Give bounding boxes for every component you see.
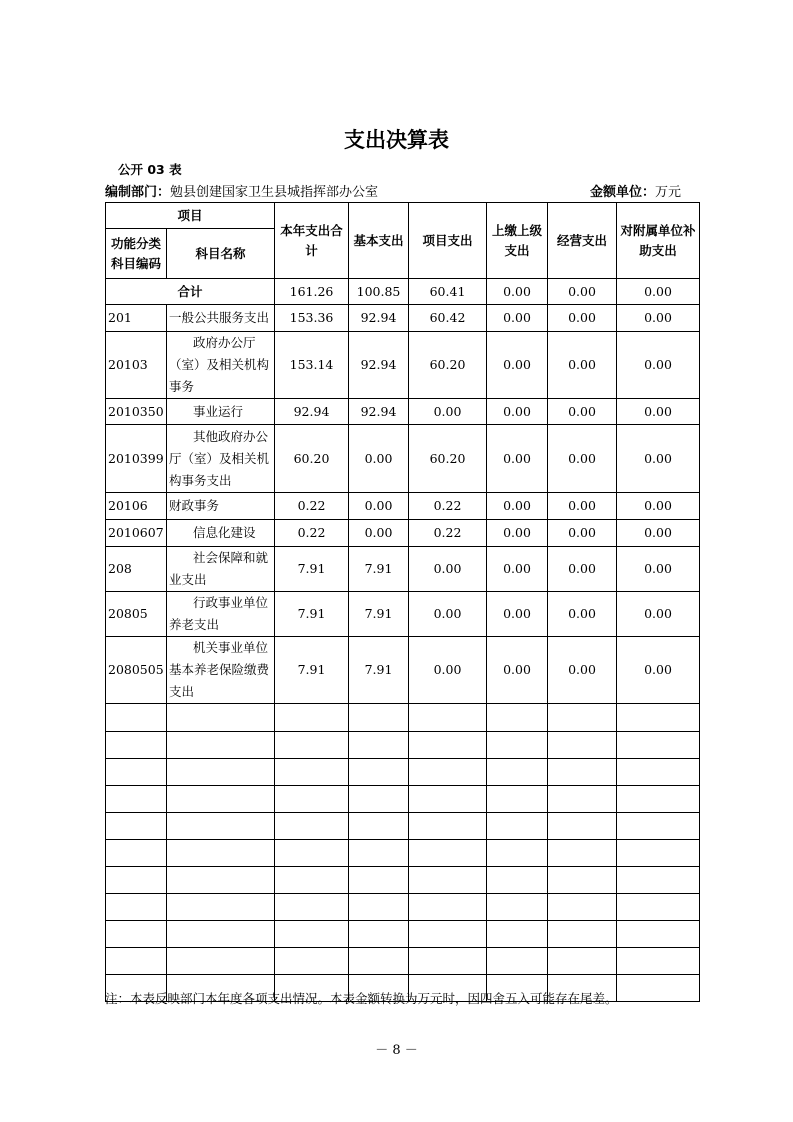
empty-cell [275, 921, 349, 948]
department [105, 181, 378, 200]
department-label: 编制部门： [105, 185, 171, 200]
row-business-cell: 0.00 [548, 493, 617, 520]
empty-cell [487, 921, 548, 948]
row-subsidy-cell: 0.00 [617, 592, 700, 637]
page-number: － 8 － [375, 1043, 418, 1058]
empty-cell [167, 921, 275, 948]
row-project-cell: 0.22 [409, 520, 487, 547]
empty-cell [106, 786, 167, 813]
row-basic-cell: 0.00 [349, 493, 409, 520]
header-item: 项目 [106, 203, 275, 229]
empty-row [106, 813, 700, 840]
total-total-cell: 161.26 [275, 279, 349, 305]
row-remit-cell: 0.00 [487, 332, 548, 399]
empty-cell [167, 948, 275, 975]
empty-row [106, 894, 700, 921]
row-name-cell: 社会保障和就业支出 [167, 547, 275, 592]
footnote: 注：本表反映部门本年度各项支出情况。本表金额转换为万元时，因四舍五入可能存在尾差。 [105, 991, 618, 1006]
row-remit-cell: 0.00 [487, 592, 548, 637]
empty-cell [487, 732, 548, 759]
row-subsidy-cell: 0.00 [617, 493, 700, 520]
empty-cell [409, 867, 487, 894]
empty-cell [106, 732, 167, 759]
header-remit: 上缴上级支出 [487, 203, 548, 279]
empty-cell [617, 921, 700, 948]
table-row [106, 425, 700, 493]
row-project-cell: 60.20 [409, 332, 487, 399]
row-basic-cell: 92.94 [349, 305, 409, 332]
row-remit-cell: 0.00 [487, 399, 548, 425]
form-number: 公开 03 表 [118, 162, 182, 177]
empty-cell [349, 759, 409, 786]
table-row [106, 493, 700, 520]
empty-cell [167, 840, 275, 867]
row-project-cell: 0.00 [409, 637, 487, 704]
empty-cell [349, 786, 409, 813]
row-name-cell: 事业运行 [167, 399, 275, 425]
header-name: 科目名称 [167, 229, 275, 279]
empty-cell [167, 813, 275, 840]
row-total-cell: 153.14 [275, 332, 349, 399]
row-code-cell: 20106 [106, 493, 167, 520]
header-basic: 基本支出 [349, 203, 409, 279]
empty-cell [617, 975, 700, 1002]
row-code-cell: 20805 [106, 592, 167, 637]
row-business-cell: 0.00 [548, 547, 617, 592]
row-name-cell: 一般公共服务支出 [167, 305, 275, 332]
empty-cell [275, 894, 349, 921]
empty-cell [548, 894, 617, 921]
row-project-cell: 0.22 [409, 493, 487, 520]
row-basic-cell: 7.91 [349, 547, 409, 592]
empty-cell [167, 894, 275, 921]
empty-cell [487, 840, 548, 867]
empty-cell [349, 840, 409, 867]
total-project-cell: 60.41 [409, 279, 487, 305]
row-basic-cell: 7.91 [349, 637, 409, 704]
empty-cell [548, 732, 617, 759]
empty-cell [409, 921, 487, 948]
empty-cell [349, 948, 409, 975]
row-name-cell: 其他政府办公厅（室）及相关机构事务支出 [167, 425, 275, 493]
empty-cell [167, 867, 275, 894]
amount-unit [590, 181, 681, 200]
empty-cell [548, 786, 617, 813]
empty-cell [617, 786, 700, 813]
row-subsidy-cell: 0.00 [617, 305, 700, 332]
row-total-cell: 0.22 [275, 493, 349, 520]
empty-cell [106, 840, 167, 867]
row-basic-cell: 92.94 [349, 332, 409, 399]
row-total-cell: 60.20 [275, 425, 349, 493]
row-remit-cell: 0.00 [487, 547, 548, 592]
empty-cell [617, 840, 700, 867]
row-business-cell: 0.00 [548, 332, 617, 399]
meta-line [105, 179, 699, 201]
row-code-cell: 201 [106, 305, 167, 332]
row-subsidy-cell: 0.00 [617, 547, 700, 592]
row-business-cell: 0.00 [548, 305, 617, 332]
row-code-cell: 2080505 [106, 637, 167, 704]
total-basic-cell: 100.85 [349, 279, 409, 305]
header-project: 项目支出 [409, 203, 487, 279]
row-code-cell: 2010399 [106, 425, 167, 493]
empty-cell [275, 732, 349, 759]
empty-row [106, 786, 700, 813]
empty-row [106, 867, 700, 894]
empty-row [106, 704, 700, 732]
header-code: 功能分类科目编码 [106, 229, 167, 279]
empty-cell [409, 894, 487, 921]
row-remit-cell: 0.00 [487, 637, 548, 704]
empty-cell [409, 759, 487, 786]
empty-cell [548, 948, 617, 975]
empty-row [106, 732, 700, 759]
empty-cell [275, 840, 349, 867]
empty-cell [487, 813, 548, 840]
row-basic-cell: 0.00 [349, 520, 409, 547]
empty-cell [548, 921, 617, 948]
total-subsidy-cell: 0.00 [617, 279, 700, 305]
empty-cell [548, 867, 617, 894]
empty-cell [349, 813, 409, 840]
empty-cell [106, 813, 167, 840]
department-name: 勉县创建国家卫生县城指挥部办公室 [170, 185, 379, 200]
empty-cell [409, 786, 487, 813]
row-code-cell: 20103 [106, 332, 167, 399]
amount-unit-value: 万元 [654, 185, 681, 200]
row-code-cell: 2010350 [106, 399, 167, 425]
page-title: 支出决算表 [344, 128, 449, 152]
row-project-cell: 60.42 [409, 305, 487, 332]
empty-cell [617, 704, 700, 732]
total-business-cell: 0.00 [548, 279, 617, 305]
empty-cell [409, 704, 487, 732]
empty-cell [487, 704, 548, 732]
total-row [106, 279, 700, 305]
empty-cell [548, 759, 617, 786]
table-row [106, 637, 700, 704]
table-row [106, 592, 700, 637]
empty-cell [106, 921, 167, 948]
empty-cell [548, 813, 617, 840]
empty-cell [167, 732, 275, 759]
empty-cell [487, 759, 548, 786]
row-name-cell: 财政事务 [167, 493, 275, 520]
row-subsidy-cell: 0.00 [617, 399, 700, 425]
empty-cell [106, 948, 167, 975]
row-basic-cell: 92.94 [349, 399, 409, 425]
table-body [106, 279, 700, 1002]
row-code-cell: 2010607 [106, 520, 167, 547]
empty-row [106, 948, 700, 975]
empty-cell [487, 948, 548, 975]
empty-cell [409, 840, 487, 867]
row-business-cell: 0.00 [548, 425, 617, 493]
row-basic-cell: 7.91 [349, 592, 409, 637]
row-basic-cell: 0.00 [349, 425, 409, 493]
row-total-cell: 7.91 [275, 592, 349, 637]
row-remit-cell: 0.00 [487, 520, 548, 547]
row-name-cell: 政府办公厅（室）及相关机构事务 [167, 332, 275, 399]
total-remit-cell: 0.00 [487, 279, 548, 305]
row-total-cell: 7.91 [275, 547, 349, 592]
row-name-cell: 行政事业单位养老支出 [167, 592, 275, 637]
row-project-cell: 0.00 [409, 399, 487, 425]
empty-cell [275, 948, 349, 975]
empty-cell [106, 867, 167, 894]
empty-cell [349, 894, 409, 921]
empty-cell [167, 759, 275, 786]
row-remit-cell: 0.00 [487, 305, 548, 332]
expenditure-table [105, 202, 700, 1002]
row-business-cell: 0.00 [548, 592, 617, 637]
empty-cell [617, 948, 700, 975]
row-total-cell: 92.94 [275, 399, 349, 425]
row-name-cell: 信息化建设 [167, 520, 275, 547]
empty-cell [349, 867, 409, 894]
table-row [106, 547, 700, 592]
row-business-cell: 0.00 [548, 637, 617, 704]
header-row-1 [106, 203, 700, 229]
total-label: 合计 [106, 279, 275, 305]
empty-cell [487, 786, 548, 813]
empty-cell [409, 732, 487, 759]
table-row [106, 305, 700, 332]
empty-cell [275, 759, 349, 786]
empty-cell [275, 867, 349, 894]
empty-cell [617, 867, 700, 894]
header-subsidy: 对附属单位补助支出 [617, 203, 700, 279]
table-row [106, 332, 700, 399]
row-project-cell: 0.00 [409, 547, 487, 592]
row-subsidy-cell: 0.00 [617, 520, 700, 547]
row-subsidy-cell: 0.00 [617, 332, 700, 399]
empty-cell [349, 921, 409, 948]
row-project-cell: 60.20 [409, 425, 487, 493]
empty-row [106, 759, 700, 786]
row-subsidy-cell: 0.00 [617, 425, 700, 493]
amount-unit-label: 金额单位： [589, 185, 655, 200]
row-total-cell: 153.36 [275, 305, 349, 332]
empty-cell [106, 894, 167, 921]
row-total-cell: 7.91 [275, 637, 349, 704]
empty-cell [548, 704, 617, 732]
empty-cell [275, 813, 349, 840]
empty-cell [409, 813, 487, 840]
table-row [106, 520, 700, 547]
empty-cell [349, 704, 409, 732]
empty-cell [275, 786, 349, 813]
header-business: 经营支出 [548, 203, 617, 279]
empty-cell [275, 704, 349, 732]
row-remit-cell: 0.00 [487, 425, 548, 493]
empty-cell [487, 867, 548, 894]
empty-cell [167, 704, 275, 732]
empty-cell [106, 704, 167, 732]
empty-cell [617, 813, 700, 840]
empty-cell [617, 732, 700, 759]
row-business-cell: 0.00 [548, 520, 617, 547]
empty-cell [548, 840, 617, 867]
row-subsidy-cell: 0.00 [617, 637, 700, 704]
row-total-cell: 0.22 [275, 520, 349, 547]
row-business-cell: 0.00 [548, 399, 617, 425]
empty-row [106, 840, 700, 867]
empty-cell [487, 894, 548, 921]
empty-cell [617, 894, 700, 921]
table-row [106, 399, 700, 425]
row-remit-cell: 0.00 [487, 493, 548, 520]
row-project-cell: 0.00 [409, 592, 487, 637]
empty-cell [349, 732, 409, 759]
header-total: 本年支出合计 [275, 203, 349, 279]
empty-cell [409, 948, 487, 975]
row-name-cell: 机关事业单位基本养老保险缴费支出 [167, 637, 275, 704]
empty-cell [617, 759, 700, 786]
empty-cell [106, 759, 167, 786]
empty-row [106, 921, 700, 948]
empty-cell [167, 786, 275, 813]
row-code-cell: 208 [106, 547, 167, 592]
